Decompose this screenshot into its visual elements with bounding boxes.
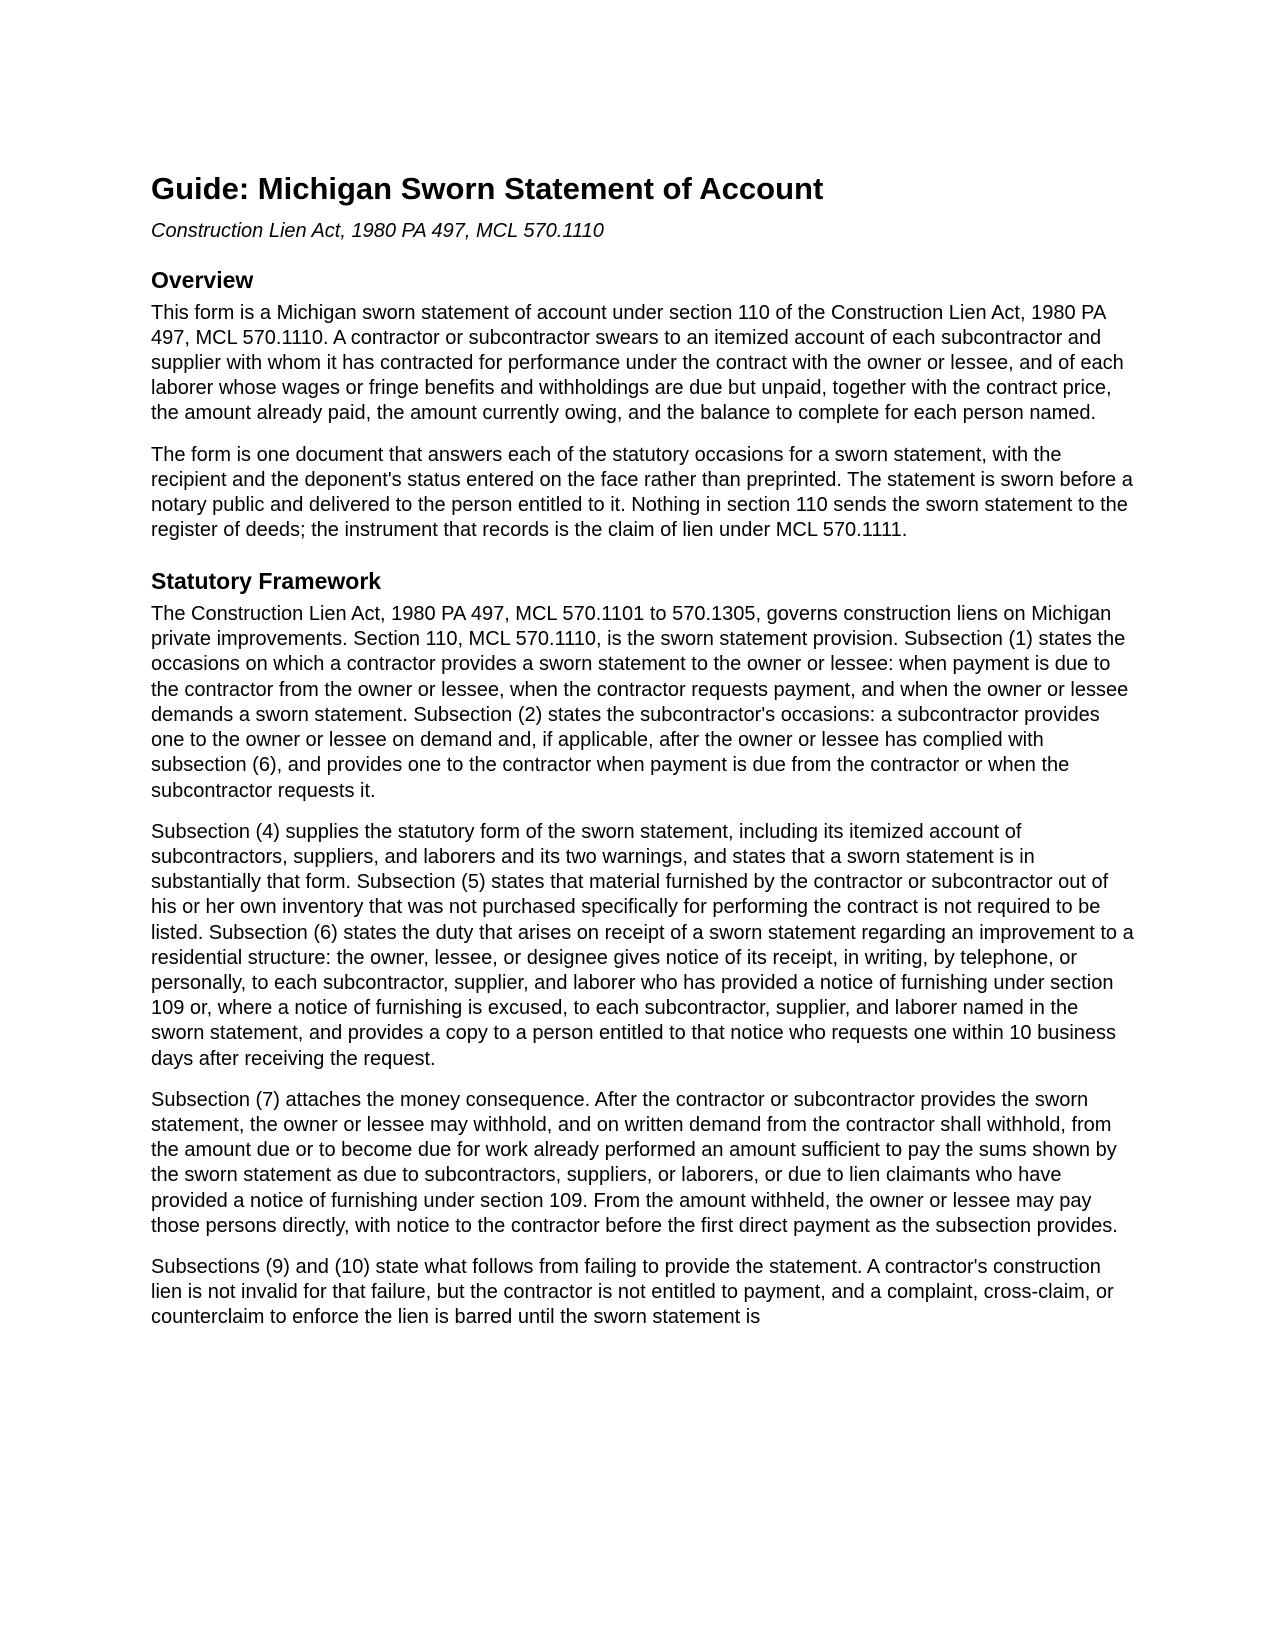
overview-paragraph-2: The form is one document that answers each of the statutory occasions for a sworn statement, with the recipient and the deponent's status entered on the face rather than preprinted. The statement is sworn before a notary public and delivered to the person entitled to it. Nothing in section 110 sends the sworn statement to the register of deeds; the instrument that records is the claim of lien under MCL 570.1111.	[151, 443, 1133, 542]
framework-paragraph-2: Subsection (4) supplies the statutory form of the sworn statement, including its itemized account of subcontractors, suppliers, and laborers and its two warnings, and states that a sworn statement is in substantially that form. Subsection (5) states that material furnished by the contractor or subcontractor out of his or her own inventory that was not purchased specifically for performing the contract is not required to be listed. Subsection (6) states the duty that arises on receipt of a sworn statement regarding an improvement to a residential structure: the owner, lessee, or designee gives notice of its receipt, in writing, by telephone, or personally, to each subcontractor, supplier, and laborer who has provided a notice of furnishing under section 109 or, where a notice of furnishing is excused, to each subcontractor, supplier, and laborer named in the sworn statement, and provides a copy to a person entitled to that notice who requests one within 10 business days after receiving the request.	[151, 820, 1134, 1070]
document-page	[151, 170, 1136, 1331]
framework-paragraph-3: Subsection (7) attaches the money consequence. After the contractor or subcontractor provides the sworn statement, the owner or lessee may withhold, and on written demand from the contractor shall withhold, from the amount due or to become due for work already performed an amount sufficient to pay the sums shown by the sworn statement as due to subcontractors, suppliers, or laborers, or due to lien claimants who have provided a notice of furnishing under section 109. From the amount withheld, the owner or lessee may pay those persons directly, with notice to the contractor before the first direct payment as the subsection provides.	[151, 1088, 1118, 1237]
framework-paragraph-4: Subsections (9) and (10) state what follows from failing to provide the statement. A contractor's construction lien is not invalid for that failure, but the contractor is not entitled to payment, and a complaint, cross-claim, or counterclaim to enforce the lien is barred until the sworn statement is	[151, 1255, 1114, 1329]
section-heading-overview: Overview	[151, 266, 254, 293]
framework-paragraph-1: The Construction Lien Act, 1980 PA 497, MCL 570.1101 to 570.1305, governs construction liens on Michigan private improvements. Section 110, MCL 570.1110, is the sworn statement provision. Subsection (1) states the occasions on which a contractor provides a sworn statement to the owner or lessee: when payment is due to the contractor from the owner or lessee, when the contractor requests payment, and when the owner or lessee demands a sworn statement. Subsection (2) states the subcontractor's occasions: a subcontractor provides one to the owner or lessee on demand and, if applicable, after the owner or lessee has complied with subsection (6), and provides one to the contractor when payment is due from the contractor or when the subcontractor requests it.	[151, 603, 1129, 802]
overview-paragraph-1: This form is a Michigan sworn statement of account under section 110 of the Construction Lien Act, 1980 PA 497, MCL 570.1110. A contractor or subcontractor swears to an itemized account of each subcontractor and supplier with whom it has contracted for performance under the contract with the owner or lessee, and of each laborer whose wages or fringe benefits and withholdings are due but unpaid, together with the contract price, the amount already paid, the amount currently owing, and the balance to complete for each person named.	[151, 301, 1124, 425]
section-heading-statutory-framework: Statutory Framework	[151, 568, 382, 595]
document-subtitle: Construction Lien Act, 1980 PA 497, MCL 570.1110	[151, 219, 604, 242]
document-title: Guide: Michigan Sworn Statement of Account	[151, 171, 824, 206]
